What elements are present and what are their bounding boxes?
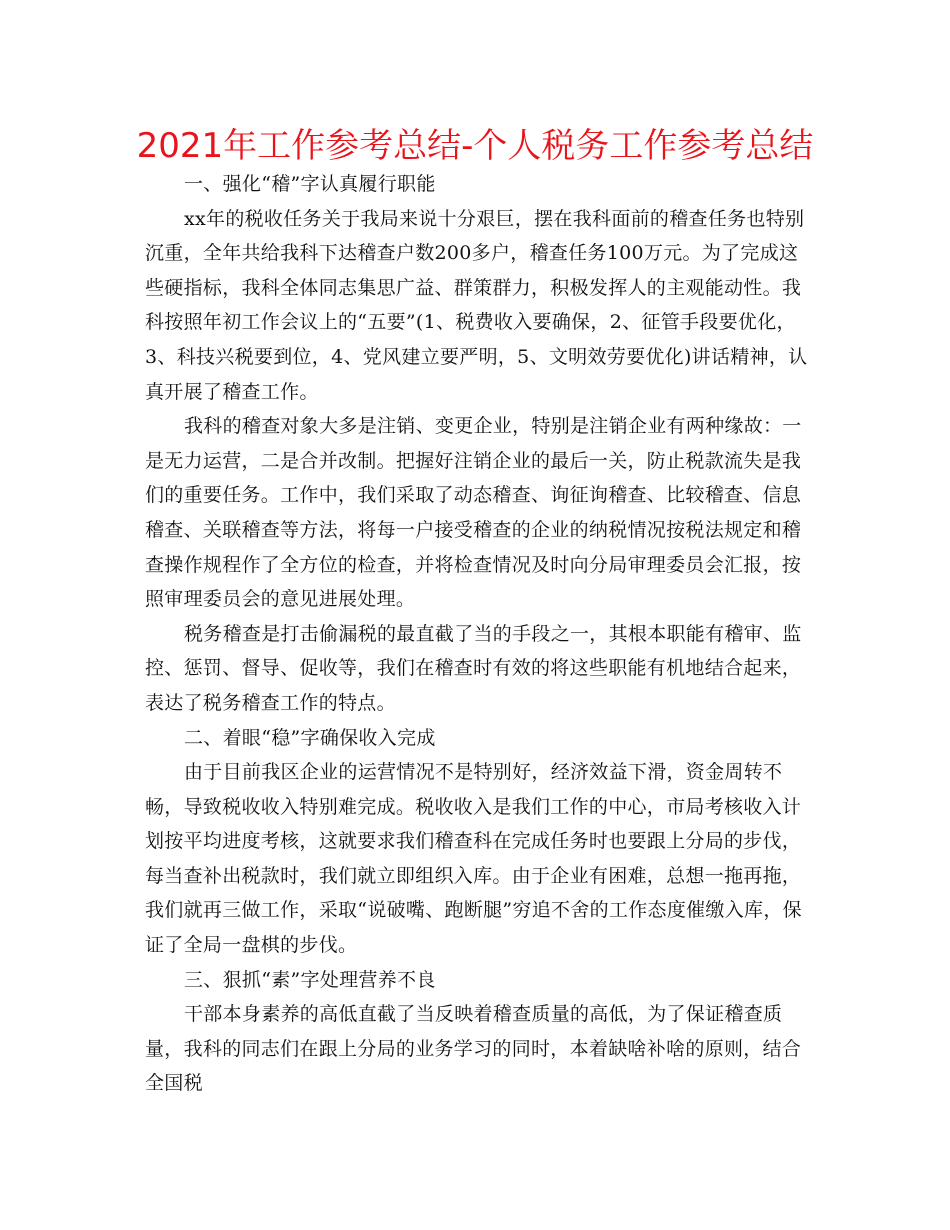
- section-heading-3: 三、狠抓“素”字处理营养不良: [184, 968, 436, 991]
- paragraph: xx年的税收任务关于我局来说十分艰巨，摆在我科面前的稽查任务也特别沉重，全年共给我科下达稽查户数200多户，稽查任务100万元。为了完成这些硬指标，我科全体同志集思广益、群策群力，积极发挥人的主观能动性。我科按照年初工作会议上的“五要”(1、税费收入要确保，2、征管手段要优化，3、科技兴税要到位，4、党风建立要严明，5、文明效劳要优化)讲话精神，认真开展了稽查工作。: [145, 207, 808, 403]
- section-heading-2: 二、着眼“稳”字确保收入完成: [184, 726, 436, 749]
- paragraph: 由于目前我区企业的运营情况不是特别好，经济效益下滑，资金周转不畅，导致税收收入特别难完成。税收收入是我们工作的中心，市局考核收入计划按平均进度考核，这就要求我们稽查科在完成任务时也要跟上分局的步伐，每当查补出税款时，我们就立即组织入库。由于企业有困难，总想一拖再拖，我们就再三做工作，采取“说破嘴、跑断腿”穷追不舍的工作态度催缴入库，保证了全局一盘棋的步伐。: [145, 761, 802, 957]
- paragraph: 我科的稽查对象大多是注销、变更企业，特别是注销企业有两种缘故：一是无力运营，二是合并改制。把握好注销企业的最后一关，防止税款流失是我们的重要任务。工作中，我们采取了动态稽查、询征询稽查、比较稽查、信息稽查、关联稽查等方法，将每一户接受稽查的企业的纳税情况按税法规定和稽查操作规程作了全方位的检查，并将检查情况及时向分局审理委员会汇报，按照审理委员会的意见进展处理。: [145, 415, 802, 611]
- section-heading-1: 一、强化“稽”字认真履行职能: [184, 173, 436, 195]
- paragraph: 税务稽查是打击偷漏税的最直截了当的手段之一，其根本职能有稽审、监控、惩罚、督导、促收等，我们在稽查时有效的将这些职能有机地结合起来，表达了税务稽查工作的特点。: [145, 622, 802, 714]
- document-title: 2021年工作参考总结-个人税务工作参考总结: [136, 126, 814, 166]
- paragraph: 干部本身素养的高低直截了当反映着稽查质量的高低，为了保证稽查质量，我科的同志们在跟上分局的业务学习的同时，本着缺啥补啥的原则，结合全国税: [145, 1003, 802, 1095]
- document-body: [145, 167, 815, 1101]
